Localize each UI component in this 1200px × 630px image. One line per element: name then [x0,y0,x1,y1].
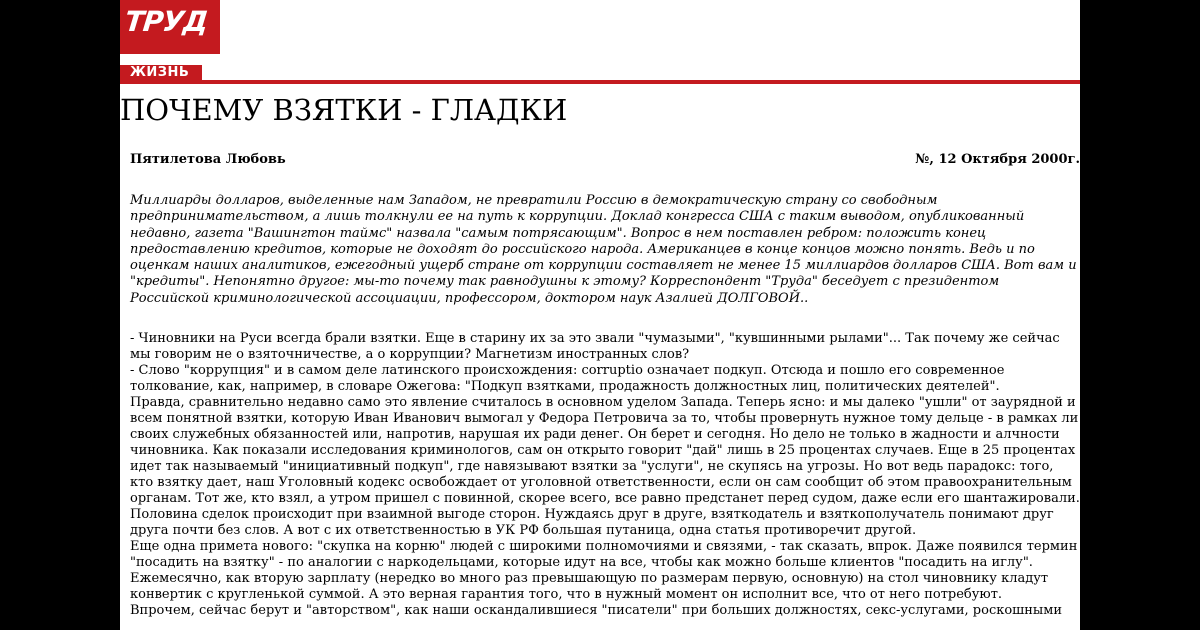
logo-text: ТРУД [123,5,209,38]
body-paragraph: Половина сделок происходит при взаимной выгоде сторон. Нуждаясь друг в друге, взяткодатель и взяткополучатель понимают друг друга почти без слов. А вот с их ответственностью в УК РФ большая путаница, одна статья противоречит другой. [130,507,1054,538]
issue-date: №, 12 Октября 2000г. [915,152,1080,167]
body-paragraph: Впрочем, сейчас берут и "авторством", как наши оскандалившиеся "писатели" при больших должностях, секс-услугами, роскошными [130,603,1063,618]
author-name: Пятилетова Любовь [130,152,286,167]
section-tag[interactable]: ЖИЗНЬ [120,65,202,81]
body-paragraph: Правда, сравнительно недавно само это явление считалось в основном уделом Запада. Теперь ясно: и мы далеко "ушли" от заурядной и всем понятной взятки, которую Иван Иванович вымогал у Федора Петровича за то, чтобы провернуть нужное тому дельце - в рамках ли своих служебных обязанностей или, напротив, нарушая их ради денег. Он берет и сегодня. Но дело не только в жадности и алчности чиновника. Как показали исследования криминологов, сам он открыто говорит "дай" лишь в 25 процентах случаев. Еще в 25 процентах идет так называемый "инициативный подкуп", где навязывают взятки за "услуги", не скупясь на угрозы. Но вот ведь парадокс: того, кто взятку дает, наш Уголовный кодекс освобождает от уголовной ответственности, если он сам сообщит об этом правоохранительным органам. Тот же, кто взял, а утром пришел с повинной, скорее всего, все равно предстанет перед судом, даже если его шантажировали. [130,395,1080,506]
article-page [120,0,1080,630]
article-body [130,331,1080,619]
body-paragraph: - Слово "коррупция" и в самом деле латинского происхождения: corruptio означает подкуп. Отсюда и пошло его современное толкование, как, например, в словаре Ожегова: "Подкуп взятками, продажность должностных лиц, политических деятелей". [130,363,1005,394]
article-title: ПОЧЕМУ ВЗЯТКИ - ГЛАДКИ [120,93,568,127]
body-paragraph: - Чиновники на Руси всегда брали взятки. Еще в старину их за это звали "чумазыми", "кувшинными рылами"... Так почему же сейчас мы говорим не о взяточничестве, а о коррупции? Магнетизм иностранных слов? [130,331,1060,362]
body-paragraph: Еще одна примета нового: "скупка на корню" людей с широкими полномочиями и связями, - так сказать, впрок. Даже появился термин "посадить на взятку" - по аналогии с наркодельцами, которые идут на все, чтобы как можно больше клиентов "посадить на иглу". Ежемесячно, как вторую зарплату (нередко во много раз превышающую по размерам первую, основную) на стол чиновнику кладут конвертик с кругленькой суммой. А это верная гарантия того, что в нужный момент он исполнит все, что от него потребуют. [130,539,1078,602]
article-lead: Миллиарды долларов, выделенные нам Западом, не превратили Россию в демократическую страну со свободным предпринимательством, а лишь толкнули ее на путь к коррупции. Доклад конгресса США с таким выводом, опубликованный недавно, газета "Вашингтон таймс" назвала "самым потрясающим". Вопрос в нем поставлен ребром: положить конец предоставлению кредитов, которые не доходят до российского народа. Американцев в конце концов можно понять. Ведь и по оценкам наших аналитиков, ежегодный ущерб стране от коррупции составляет не менее 15 миллиардов долларов США. Вот вам и "кредиты". Непонятно другое: мы-то почему так равнодушны к этому? Корреспондент "Труда" беседует с президентом Российской криминологической ассоциации, профессором, доктором наук Азалией ДОЛГОВОЙ.. [130,193,1077,306]
header-divider [120,80,1080,84]
trud-logo[interactable] [120,0,220,54]
